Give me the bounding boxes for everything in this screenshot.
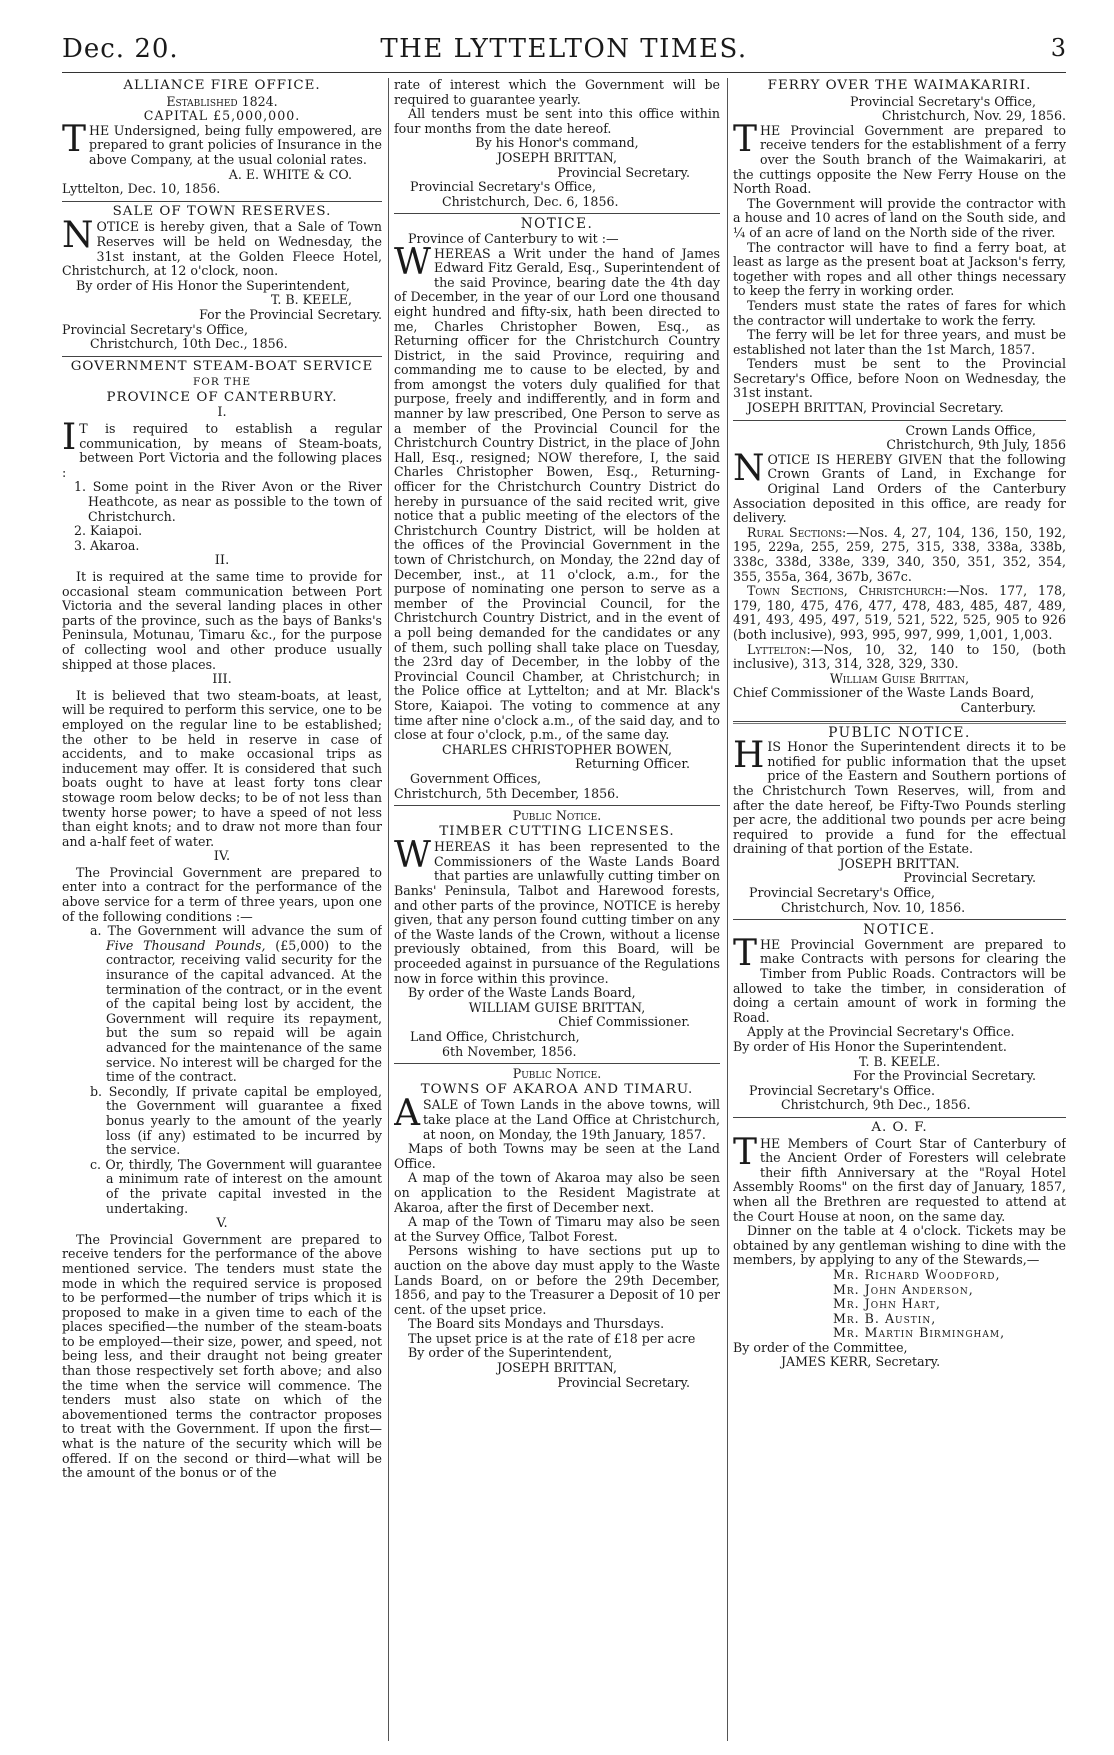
section-number: II. — [214, 553, 230, 569]
ad-body: Tenders must state the rates of fares for which the contractor will undertake to work the ferry. — [733, 297, 1066, 328]
ad-heading: PROVINCE OF CANTERBURY. — [106, 389, 338, 405]
ad-office-date: Christchurch, 5th December, 1856. — [394, 785, 620, 801]
section-body: It is believed that two steam-boats, at least, will be required to perform this service, one to be employed on the regular line to be established; the other to be held in reserve in case of accidents, and to make occasional trips as inducement may offer. It is considered that such boats ought to have at least forty tons clear stowage room below decks; to be of not less than twenty horse power; to have a speed of not less than eight knots; and to draw not more than four and a-half feet of water. — [62, 687, 382, 849]
ad-body: HE Undersigned, being fully empowered, are prepared to grant policies of Insurance in the above Company, at the usual colonial rates. — [89, 122, 382, 167]
continued-body: rate of interest which the Government will be required to guarantee yearly. — [394, 78, 720, 107]
ad-body: The contractor will have to find a ferry boat, at least as large as the present boat at Jackson's ferry, together with ropes and all other things necessary to keep the ferry in working order. — [733, 239, 1066, 299]
drop-cap: H — [733, 735, 765, 777]
ad-office: Land Office, Christchurch, — [410, 1029, 580, 1044]
timber-licenses-notice — [394, 809, 720, 1059]
ad-heading: TOWNS OF AKAROA AND TIMARU. — [420, 1081, 694, 1097]
ad-office-date: Christchurch, Dec. 6, 1856. — [442, 193, 619, 209]
ad-heading: NOTICE. — [520, 216, 594, 233]
ad-signature: JOSEPH BRITTAN, Provincial Secretary. — [747, 400, 1004, 416]
ad-signature-role: Chief Commissioner. — [558, 1014, 690, 1030]
ad-office: Provincial Secretary's Office, — [850, 93, 1036, 109]
ad-signature: JOSEPH BRITTAN, — [496, 1360, 618, 1376]
foresters-notice — [733, 1121, 1066, 1370]
ad-signature: T. B. KEELE, — [270, 292, 352, 308]
separator — [733, 919, 1066, 920]
ad-signature: WILLIAM GUISE BRITTAN, — [468, 999, 646, 1015]
ad-body: The upset price is at the rate of £18 per acre — [408, 1330, 696, 1346]
ad-heading: PUBLIC NOTICE. — [828, 724, 971, 741]
ad-heading-sub: FOR THE — [193, 376, 251, 389]
column-1 — [62, 78, 382, 1741]
ad-office-date: Christchurch, 9th Dec., 1856. — [781, 1097, 971, 1113]
ad-signature-role: For the Provincial Secretary. — [853, 1068, 1036, 1084]
ad-office-date: Christchurch, Nov. 29, 1856. — [881, 108, 1066, 124]
ad-apply: Apply at the Provincial Secretary's Office. — [747, 1024, 1015, 1040]
ad-body: SALE of Town Lands in the above towns, will take place at the Land Office at Christchurch, at noon, on Monday, the 19th January, 1857. — [423, 1097, 720, 1142]
ad-body: HEREAS it has been represented to the Commissioners of the Waste Lands Board that parties are unlawfully cutting timber on Banks' Peninsula, Talbot and Harewood forests, and other parts of the province, NOTICE is hereby given, that any person found cutting timber on any of the Waste lands of the Crown, without a license previously obtained, from this Board, will be proceeded against in pursuance of the Regulations now in force within this province. — [394, 839, 720, 986]
ad-signature: JAMES KERR, Secretary. — [781, 1354, 941, 1370]
lyttelton-label: Lyttelton: — [747, 641, 811, 657]
condition-a: a. The Government will advance the sum of Five Thousand Pounds, (£5,000) to the contractor, receiving valid security for the insurance of the capital advanced. At the termination of the contract, or in the event of the capital being lost by accident, the Government will require its repayment, but the sum so repaid will be again advanced for the maintenance of the same service. No interest will be charged for the time of the contract. — [90, 923, 382, 1085]
ad-body: Dinner on the table at 4 o'clock. Tickets may be obtained by any gentleman wishing to dine with the members, by applying to any of the Stewards,— — [733, 1223, 1066, 1268]
drop-cap: N — [733, 447, 765, 489]
steward-name: Mr. John Hart, — [833, 1296, 941, 1312]
ad-body: HE Provincial Government are prepared to receive tenders for the establishment of a ferry over the South branch of the Waimakariri, at the cuttings opposite the New Ferry House on the North Road. — [733, 122, 1066, 197]
ad-order: By order of the Committee, — [733, 1339, 908, 1355]
ad-signature-role: Provincial Secretary. — [557, 1374, 690, 1390]
drop-cap: W — [394, 241, 432, 283]
ad-body: OTICE IS HEREBY GIVEN that the following Crown Grants of Land, in Exchange for Original Land Orders of the Canterbury Association deposited in this office, are ready for delivery. — [733, 451, 1066, 526]
condition-b: b. Secondly, If private capital be employed, the Government will guarantee a fixed bonus yearly to the amount of the yearly loss (if any) estimated to be incurred by the service. — [90, 1083, 382, 1158]
ad-signature: CHARLES CHRISTOPHER BOWEN, — [441, 741, 673, 757]
separator — [62, 356, 382, 357]
ad-place-date: Lyttelton, Dec. 10, 1856. — [62, 181, 221, 197]
steward-name: Mr. Richard Woodford, — [833, 1266, 1001, 1282]
ad-body: IS Honor the Superintendent directs it to be notified for public information that the upset price of the Eastern and Southern portions of the Christchurch Town Reserves, will, from and after the date hereof, be Fifty-Two Pounds sterling per acre, the additional two pounds per acre being required to provide a fund for the effectual draining of that portion of the Estate. — [733, 739, 1066, 857]
section-body: T is required to establish a regular communication, by means of Steam-boats, between Port Victoria and the following places : — [62, 421, 382, 480]
separator — [394, 805, 720, 806]
lyttelton-sections: —Nos, 10, 32, 140 to 150, (both inclusive), 313, 314, 328, 329, 330. — [733, 641, 1066, 672]
drop-cap: A — [394, 1093, 420, 1135]
ad-office: Provincial Secretary's Office, — [62, 321, 248, 337]
rural-label: Rural Sections: — [747, 524, 847, 540]
column-2 — [394, 78, 720, 1741]
list-item: 1. Some point in the River Avon or the River Heathcote, as near as possible to the town of Christchurch. — [74, 479, 382, 524]
column-divider — [727, 78, 728, 1741]
ad-body: HE Provincial Government are prepared to make Contracts with persons for clearing the Timber from Public Roads. Contractors will be allowed to take the timber, in consideration of doing a certain amount of work in forming the Road. — [733, 936, 1066, 1025]
steamboat-service-ad — [62, 360, 382, 1481]
ad-signature: William Guise Brittan, — [829, 670, 970, 686]
steward-name: Mr. B. Austin, — [833, 1310, 937, 1326]
province-line: Province of Canterbury to wit :— — [408, 230, 619, 246]
drop-cap: I — [62, 417, 77, 459]
ad-order: By order of His Honor the Superintendent. — [733, 1039, 1007, 1054]
ad-office-date: Christchurch, Nov. 10, 1856. — [781, 899, 966, 915]
ad-body: OTICE is hereby given, that a Sale of Town Reserves will be held on Wednesday, the 31st instant, at the Golden Fleece Hotel, Christchurch, at 12 o'clock, noon. — [62, 219, 382, 279]
separator — [62, 201, 382, 202]
ad-place: Canterbury. — [960, 699, 1036, 715]
rural-sections: —Nos. 4, 27, 104, 136, 150, 192, 195, 229a, 255, 259, 275, 315, 338, 338a, 338b, 338c, 338d, 338e, 339, 340, 350, 351, 352, 354, 355, 355a, 364, 367b, 367c. — [733, 524, 1066, 584]
ad-office-date: 6th November, 1856. — [442, 1043, 577, 1059]
ad-body: HEREAS a Writ under the hand of James Edward Fitz Gerald, Esq., Superintendent of the said Province, bearing date the 4th day of December, in the year of our Lord one thousand eight hundred and fifty-six, hath been directed to me, Charles Christopher Bowen, Esq., as Returning officer for the Christchurch Country District, in the said Province, requiring and commanding me to cause to be elected, by and from amongst the voters duly qualified for that purpose, freely and indifferently, and in form and manner by law prescribed, One Person to serve as a member of the Provincial Council for the Christchurch Country District, in the place of John Hall, Esq., resigned; NOW therefore, I, the said Charles Christopher Bowen, Esq., Returning-officer for the Christchurch Country District do hereby in pursuance of the said recited writ, give notice that a public meeting of the electors of the Christchurch Country District, will be holden at the offices of the Provincial Government in the town of Christchurch, on Monday, the 22nd day of December, inst., at 11 o'clock, a.m., for the purpose of nominating one person to serve as a member of the Provincial Council, for the Christchurch Country District, and in the event of a poll being demanded for the candidates or any of them, such polling shall take place on Tuesday, the 23rd day of December, in the lobby of the Provincial Council Chamber, at Christchurch; in the Police office at Lyttelton; and at Mr. Black's Store, Kaiapoi. The voting to commence at any time after nine o'clock a.m., of the said day, and to close at four o'clock, p.m., of the same day. — [394, 245, 720, 743]
drop-cap: W — [394, 835, 432, 877]
drop-cap: T — [733, 932, 758, 974]
ad-capital: CAPITAL £5,000,000. — [143, 108, 301, 124]
ad-body: HE Members of Court Star of Canterbury of the Ancient Order of Foresters will celebrate their fifth Anniversary at the "Royal Hotel Assembly Rooms" on the first day of January, 1857, when all the Brethren are requested to attend at the Court House at noon, on the same day. — [733, 1135, 1066, 1224]
steamboat-continued — [394, 78, 720, 209]
town-reserves-ad — [62, 205, 382, 352]
ad-signature-role: Chief Commissioner of the Waste Lands Board, — [733, 685, 1035, 701]
ad-signature-role: Provincial Secretary. — [557, 164, 690, 180]
election-notice — [394, 217, 720, 801]
ad-body: A map of the town of Akaroa may also be seen on application to the Resident Magistrate at Akaroa, after the first of December next. — [394, 1170, 720, 1215]
ad-office-date: Christchurch, 10th Dec., 1856. — [90, 336, 288, 352]
ad-established: Established 1824. — [166, 93, 278, 109]
ad-order: By order of the Superintendent, — [408, 1345, 613, 1361]
section-body: The Provincial Government are prepared to enter into a contract for the performance of the above service for a term of three years, upon one of the following conditions :— — [62, 864, 382, 924]
crown-grants-notice — [733, 424, 1066, 716]
separator — [733, 721, 1066, 724]
ad-heading: TIMBER CUTTING LICENSES. — [439, 823, 675, 839]
section-number: I. — [217, 405, 227, 421]
ad-kicker: Public Notice. — [512, 1066, 602, 1082]
road-clearing-notice — [733, 923, 1066, 1113]
section-body: It is required at the same time to provide for occasional steam communication between Port Victoria and the several landing places in other parts of the province, such as the bays of Banks's Peninsula, Motunau, Timaru &c., for the purpose of collecting wool and other produce usually shipped at those places. — [62, 569, 382, 672]
drop-cap: T — [733, 118, 758, 160]
ad-signature: JOSEPH BRITTAN. — [839, 855, 960, 871]
ad-order: By order of the Waste Lands Board, — [408, 985, 636, 1001]
akaroa-timaru-notice — [394, 1067, 720, 1390]
separator — [733, 420, 1066, 421]
section-number: III. — [212, 672, 232, 688]
ad-body: A map of the Town of Timaru may also be seen at the Survey Office, Talbot Forest. — [394, 1214, 720, 1244]
public-notice-reserves — [733, 726, 1066, 916]
section-number: IV. — [213, 849, 231, 865]
ad-signature-role: Provincial Secretary. — [903, 870, 1036, 886]
newspaper-title: THE LYTTELTON TIMES. — [380, 34, 748, 64]
ad-heading: A. O. F. — [871, 1119, 928, 1135]
ad-signature: T. B. KEELE. — [858, 1053, 941, 1069]
separator — [394, 1063, 720, 1064]
ad-kicker: Public Notice. — [512, 808, 602, 824]
masthead — [62, 34, 1066, 76]
separator — [394, 213, 720, 214]
continued-body: All tenders must be sent into this office within four months from the date hereof. — [394, 106, 720, 136]
ad-order: By his Honor's command, — [475, 135, 639, 151]
issue-date: Dec. 20. — [62, 34, 179, 64]
ferry-notice — [733, 79, 1066, 416]
ad-heading: ALLIANCE FIRE OFFICE. — [123, 78, 321, 93]
list-item: 2. Kaiapoi. — [74, 523, 143, 539]
ad-body: Maps of both Towns may be seen at the Land Office. — [394, 1141, 720, 1171]
ad-office: Government Offices, — [410, 770, 542, 786]
town-label: Town Sections, Christchurch: — [747, 583, 947, 599]
ad-body: The Board sits Mondays and Thursdays. — [408, 1316, 665, 1332]
alliance-fire-office-ad — [62, 79, 382, 197]
ad-body: Persons wishing to have sections put up to auction on the above day must apply to the Waste Lands Board, on or before the 29th December, 1856, and pay to the Treasurer a Deposit of 10 per cent. of the upset price. — [394, 1243, 720, 1317]
separator — [733, 1117, 1066, 1118]
condition-c: c. Or, thirdly, The Government will guarantee a minimum rate of interest on the amount of the private capital invested in the undertaking. — [90, 1156, 382, 1216]
drop-cap: N — [62, 215, 94, 257]
ad-body: The Government will provide the contractor with a house and 10 acres of land on the South side, and ¼ of an acre of land on the North side of the river. — [733, 195, 1066, 240]
ad-heading: NOTICE. — [863, 922, 936, 939]
ad-signature: A. E. WHITE & CO. — [228, 166, 352, 182]
section-body: The Provincial Government are prepared to receive tenders for the performance of the above mentioned service. The tenders must state the mode in which the required service is proposed to be performed—the number of trips which it is proposed to make in a given time to each of the places specified—the number of the steam-boats to be employed—their size, power, and speed, not being less, and their draught not being greater than those respectively set forth above; and also the time when the service will commence. The tenders must also state on which of the abovementioned terms the contractor proposes to treat with the Government. If upon the first—what is the nature of the security which will be offered. If on the second or third—what will be the amount of the bonus or of the — [62, 1231, 382, 1481]
ad-body: Tenders must be sent to the Provincial Secretary's Office, before Noon on Wednesday, the 31st instant. — [733, 356, 1066, 401]
ad-office: Provincial Secretary's Office. — [749, 1082, 935, 1098]
list-item: 3. Akaroa. — [74, 537, 140, 553]
ad-office: Provincial Secretary's Office, — [410, 179, 596, 195]
steward-name: Mr. John Anderson, — [833, 1281, 974, 1297]
ad-office-date: Christchurch, 9th July, 1856 — [886, 437, 1066, 453]
masthead-rule — [62, 72, 1066, 73]
ad-heading: GOVERNMENT STEAM-BOAT SERVICE — [70, 358, 374, 374]
section-number: V. — [216, 1216, 228, 1232]
ad-signature: JOSEPH BRITTAN, — [496, 149, 618, 165]
ad-signature-role: Returning Officer. — [575, 756, 690, 772]
ad-office: Crown Lands Office, — [905, 422, 1036, 438]
town-sections: —Nos. 177, 178, 179, 180, 475, 476, 477, 478, 483, 485, 487, 489, 491, 493, 495, 497, 519, 521, 522, 525, 905 to 926 (both inclusive), 993, 995, 997, 999, 1,001, 1,003. — [733, 583, 1066, 642]
ad-order: By order of His Honor the Superintendent, — [76, 277, 350, 293]
ad-office: Provincial Secretary's Office, — [749, 885, 935, 901]
ad-heading: SALE OF TOWN RESERVES. — [112, 203, 332, 219]
steward-name: Mr. Martin Birmingham, — [833, 1325, 1006, 1341]
column-3 — [733, 78, 1066, 1741]
column-divider — [388, 78, 389, 1741]
drop-cap: T — [733, 1131, 758, 1173]
ad-body: The ferry will be let for three years, and must be established not later than the 1st March, 1857. — [733, 327, 1066, 357]
drop-cap: T — [62, 118, 87, 160]
page-number: 3 — [1050, 34, 1066, 62]
ad-heading: FERRY OVER THE WAIMAKARIRI. — [767, 78, 1032, 93]
ad-signature-role: For the Provincial Secretary. — [199, 306, 382, 322]
